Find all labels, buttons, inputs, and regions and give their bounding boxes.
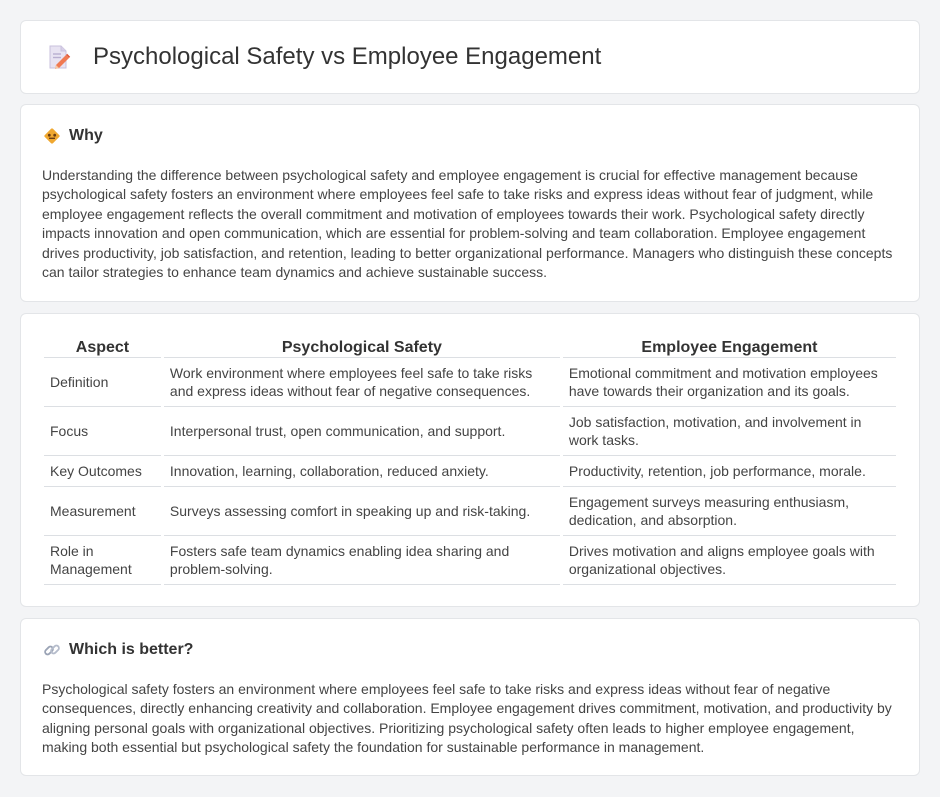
- link-icon: [43, 641, 61, 659]
- better-heading: Which is better?: [69, 641, 194, 658]
- cell-employee-engagement: Drives motivation and aligns employee goals with organizational objectives.: [563, 536, 896, 585]
- header-aspect: Aspect: [44, 334, 161, 358]
- table-row: [44, 536, 896, 585]
- cell-psychological-safety: Work environment where employees feel safe to take risks and express ideas without fear of negative consequences.: [164, 358, 560, 407]
- header-employee-engagement: Employee Engagement: [563, 334, 896, 358]
- cell-psychological-safety: Surveys assessing comfort in speaking up and risk-taking.: [164, 487, 560, 536]
- cell-employee-engagement: Job satisfaction, motivation, and involvement in work tasks.: [563, 407, 896, 456]
- better-paragraph: Psychological safety fosters an environment where employees feel safe to take risks and express ideas without fear of negative consequences, directly enhancing creativity and collaboration. Employee engagement drives commitment, motivation, and productivity by aligning personal goals with organizational objectives. Prioritizing psychological safety often leads to higher employee engagement, making both essential but psychological safety the foundation for sustainable performance in management.: [42, 681, 892, 756]
- cell-employee-engagement: Productivity, retention, job performance, morale.: [563, 456, 896, 487]
- comparison-table: [41, 334, 899, 585]
- why-heading: Why: [69, 127, 103, 144]
- header-psychological-safety: Psychological Safety: [164, 334, 560, 358]
- why-card: [20, 104, 920, 302]
- why-header: [43, 127, 103, 145]
- cell-psychological-safety: Interpersonal trust, open communication, and support.: [164, 407, 560, 456]
- title-card: [20, 20, 920, 94]
- cell-aspect: Focus: [44, 407, 161, 456]
- cell-employee-engagement: Engagement surveys measuring enthusiasm, dedication, and absorption.: [563, 487, 896, 536]
- cell-aspect: Definition: [44, 358, 161, 407]
- cell-aspect: Measurement: [44, 487, 161, 536]
- diamond-sign-icon: [43, 127, 61, 145]
- table-row: [44, 407, 896, 456]
- page-title: Psychological Safety vs Employee Engagement: [93, 43, 602, 70]
- document-pencil-icon: [47, 44, 71, 70]
- which-is-better-card: [20, 618, 920, 776]
- cell-aspect: Role in Management: [44, 536, 161, 585]
- cell-employee-engagement: Emotional commitment and motivation employees have towards their organization and its goals.: [563, 358, 896, 407]
- table-row: [44, 358, 896, 407]
- table-row: [44, 456, 896, 487]
- why-paragraph: Understanding the difference between psychological safety and employee engagement is crucial for effective management because psychological safety fosters an environment where employees feel safe to take risks and express ideas without fear of judgment, while employee engagement reflects the overall commitment and motivation of employees towards their work. Psychological safety directly impacts innovation and open communication, which are essential for problem-solving and team collaboration. Employee engagement drives productivity, job satisfaction, and retention, leading to better organizational performance. Managers who distinguish these concepts can tailor strategies to enhance team dynamics and achieve sustainable success.: [42, 167, 893, 281]
- better-header: [43, 641, 193, 659]
- cell-aspect: Key Outcomes: [44, 456, 161, 487]
- table-header-row: [44, 334, 896, 358]
- comparison-card: [20, 313, 920, 607]
- title-row: [47, 43, 601, 71]
- table-row: [44, 487, 896, 536]
- cell-psychological-safety: Fosters safe team dynamics enabling idea sharing and problem-solving.: [164, 536, 560, 585]
- cell-psychological-safety: Innovation, learning, collaboration, reduced anxiety.: [164, 456, 560, 487]
